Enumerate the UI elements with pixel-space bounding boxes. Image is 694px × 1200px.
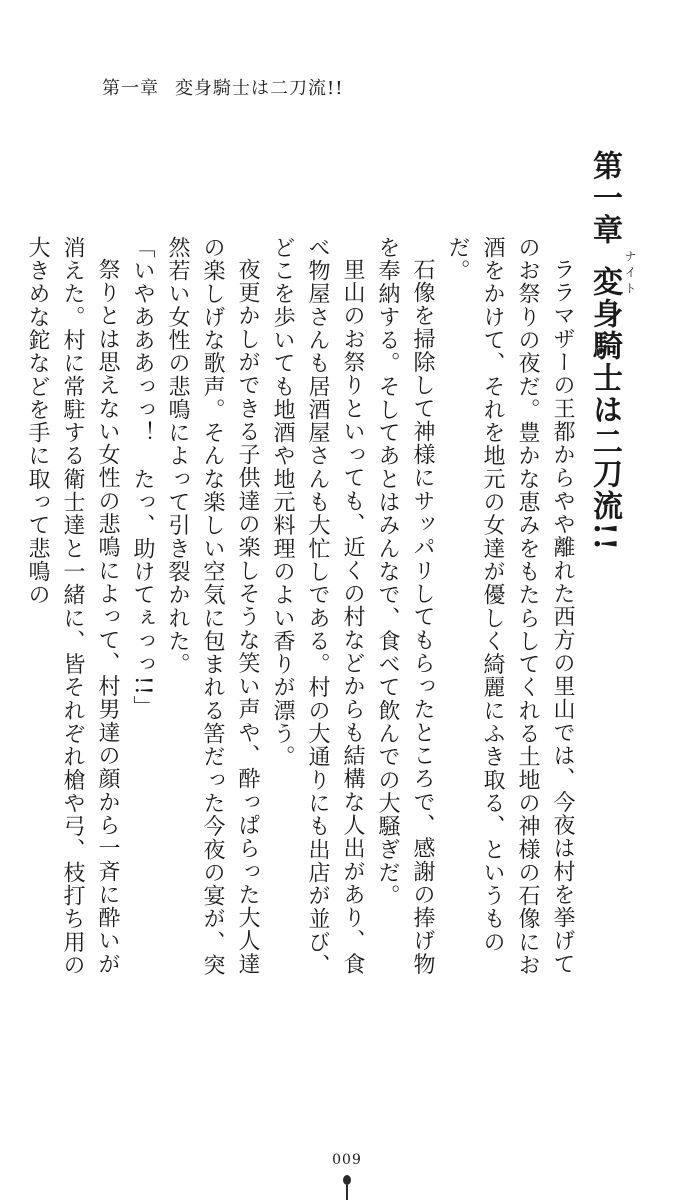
chapter-number: 第一章	[587, 150, 622, 246]
ruby-annotation: ナイト	[623, 250, 637, 298]
paragraph: 祭りとは思えない女性の悲鳴によって、村男達の顔から一斉に酔いが消えた。村に常駐する衛士達と一緒に、皆それぞれ槍や弓、枝打ち用の大きめな鉈などを手に取って悲鳴の	[25, 236, 120, 977]
paragraph: 夜更かしができる子供達の楽しそうな笑い声や、酔っぱらった大人達の楽しげな歌声。そんな楽しい空気に包まれる筈だった今夜の宴が、突然若い女性の悲鳴によって引き裂かれた。	[165, 236, 260, 977]
running-header-chapter: 第一章	[102, 78, 159, 99]
body-text	[25, 236, 580, 996]
dialogue-line: 「いやあああっっ！ たっ、助けてぇっっ!!」	[130, 236, 155, 719]
chapter-title	[587, 150, 621, 552]
running-header-title: 変身騎士は二刀流!!	[175, 78, 344, 99]
chapter-name: 変身騎士は二刀流!!	[587, 266, 622, 553]
folio-dot-icon	[343, 1175, 351, 1185]
paragraph: 里山のお祭りといっても、近くの村などからも結構な人出があり、食べ物屋さんも居酒屋さんも大忙しである。村の大通りにも出店が並び、どこを歩いても地酒や地元料理のよい香りが漂う。	[270, 236, 365, 977]
folio-line	[346, 1185, 348, 1200]
running-header	[102, 74, 343, 100]
page-number: 009	[332, 1152, 362, 1168]
paragraph: ララマザーの王都からやや離れた西方の里山では、今夜は村を挙げてのお祭りの夜だ。豊かな恵みをもたらしてくれる土地の神様の石像にお酒をかけて、それを地元の女達が優しく綺麗にふき取る、というものだ。	[445, 236, 575, 977]
paragraph: 石像を掃除して神様にサッパリしてもらったところで、感謝の捧げ物を奉納する。そしてあとはみんなで、食べて飲んでの大騒ぎだ。	[375, 236, 435, 976]
